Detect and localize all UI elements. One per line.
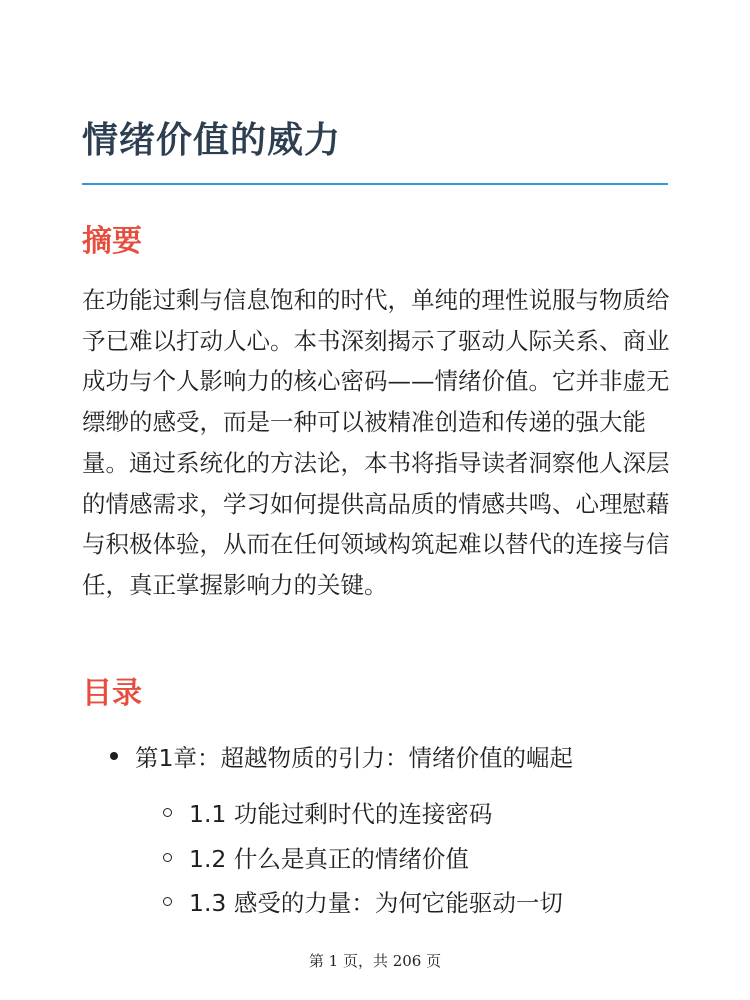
toc-section-label: 1.2 什么是真正的情绪价值 xyxy=(189,845,469,873)
page-number-footer: 第 1 页，共 206 页 xyxy=(308,952,442,970)
toc-section-item[interactable] xyxy=(163,883,563,919)
summary-paragraph: 在功能过剩与信息饱和的时代，单纯的理性说服与物质给予已难以打动人心。本书深刻揭示了驱动人际关系、商业成功与个人影响力的核心密码——情绪价值。它并非虚无缥缈的感受，而是一种可以被精准创造和传递的强大能量。通过系统化的方法论，本书将指导读者洞察他人深层的情感需求，学习如何提供高品质的情感共鸣、心理慰藉与积极体验，从而在任何领域构筑起难以替代的连接与信任，真正掌握影响力的关键。 xyxy=(82,286,670,599)
toc-chapter-item[interactable] xyxy=(110,738,573,774)
toc-section-item[interactable] xyxy=(163,839,469,875)
toc-heading: 目录 xyxy=(82,676,142,711)
bullet-circle-icon xyxy=(163,897,172,906)
bullet-circle-icon xyxy=(163,808,172,817)
title-divider xyxy=(82,183,668,185)
toc-section-item[interactable] xyxy=(163,794,492,830)
toc-chapter-label: 第1章：超越物质的引力：情绪价值的崛起 xyxy=(135,744,573,772)
toc-section-label: 1.1 功能过剩时代的连接密码 xyxy=(189,800,493,828)
summary-heading: 摘要 xyxy=(82,224,142,259)
bullet-disc-icon xyxy=(110,752,118,760)
document-title: 情绪价值的威力 xyxy=(82,120,342,161)
toc-section-label: 1.3 感受的力量：为何它能驱动一切 xyxy=(189,889,563,917)
bullet-circle-icon xyxy=(163,853,172,862)
